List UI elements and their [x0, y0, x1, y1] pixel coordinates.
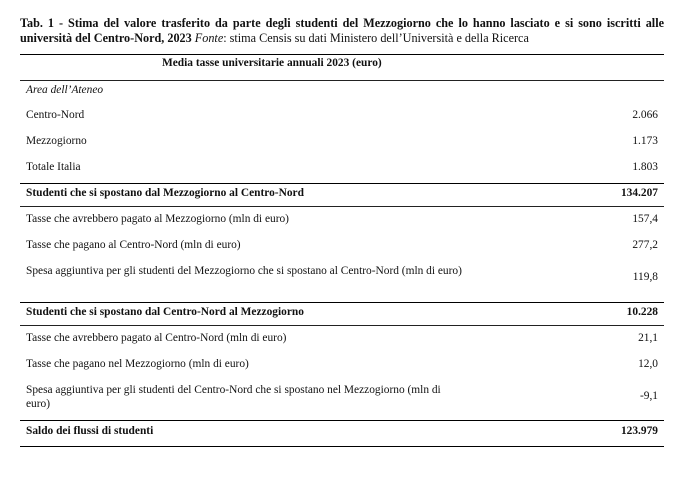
row-value: 2.066 — [632, 109, 658, 121]
row-value: 157,4 — [632, 213, 658, 225]
section1-label: Studenti che si spostano dal Mezzogiorno al Centro-Nord — [26, 187, 304, 199]
caption-source-text: : stima Censis su dati Ministero dell’Università e della Ricerca — [223, 30, 529, 45]
section2-value: 10.228 — [626, 306, 658, 318]
row-value: -9,1 — [639, 390, 658, 402]
row-label: Tasse che avrebbero pagato al Mezzogiorno (mln di euro) — [26, 213, 289, 225]
section2-top-rule — [20, 302, 664, 303]
row-value: 277,2 — [632, 239, 658, 251]
section1-bottom-rule — [20, 206, 664, 207]
row-value: 119,8 — [632, 271, 658, 283]
section1-value: 134.207 — [620, 187, 658, 199]
row-label: Mezzogiorno — [26, 135, 87, 147]
header-bottom-rule — [20, 80, 664, 81]
row-label: Spesa aggiuntiva per gli studenti del Mezzogiorno che si spostano al Centro-Nord (mln di euro) — [26, 265, 462, 277]
table-top-rule — [20, 54, 664, 55]
table-caption — [20, 16, 664, 45]
caption-source-label: Fonte — [194, 30, 224, 45]
section2-label: Studenti che si spostano dal Centro-Nord al Mezzogiorno — [26, 306, 304, 318]
caption-label: Tab. 1 — [20, 16, 55, 30]
row-value: 1.173 — [632, 135, 658, 147]
row-value: 12,0 — [638, 358, 658, 370]
section1-top-rule — [20, 183, 664, 184]
total-top-rule — [20, 420, 664, 421]
row-value: 1.803 — [632, 161, 658, 173]
row-label: Tasse che pagano nel Mezzogiorno (mln di euro) — [26, 358, 249, 370]
caption-title: - Stima del valore trasferito da parte degli studenti del Mezzogiorno che lo hanno lasciato e si sono iscritti alle università del Centro-Nord, 2023 — [20, 16, 664, 45]
table-header: Media tasse universitarie annuali 2023 (euro) — [162, 57, 382, 69]
total-value: 123.979 — [620, 425, 658, 437]
row-label: Spesa aggiuntiva per gli studenti del Centro-Nord che si spostano nel Mezzogiorno (mln di euro) — [26, 384, 441, 410]
area-label: Area dell’Ateneo — [26, 84, 104, 96]
total-label: Saldo dei flussi di studenti — [26, 425, 154, 437]
row-label: Totale Italia — [26, 161, 81, 173]
row-label: Centro-Nord — [26, 109, 85, 121]
row-label: Tasse che avrebbero pagato al Centro-Nord (mln di euro) — [26, 332, 287, 344]
row-label: Tasse che pagano al Centro-Nord (mln di euro) — [26, 239, 241, 251]
table-bottom-rule — [20, 446, 664, 447]
section2-bottom-rule — [20, 325, 664, 326]
row-value: 21,1 — [638, 332, 658, 344]
